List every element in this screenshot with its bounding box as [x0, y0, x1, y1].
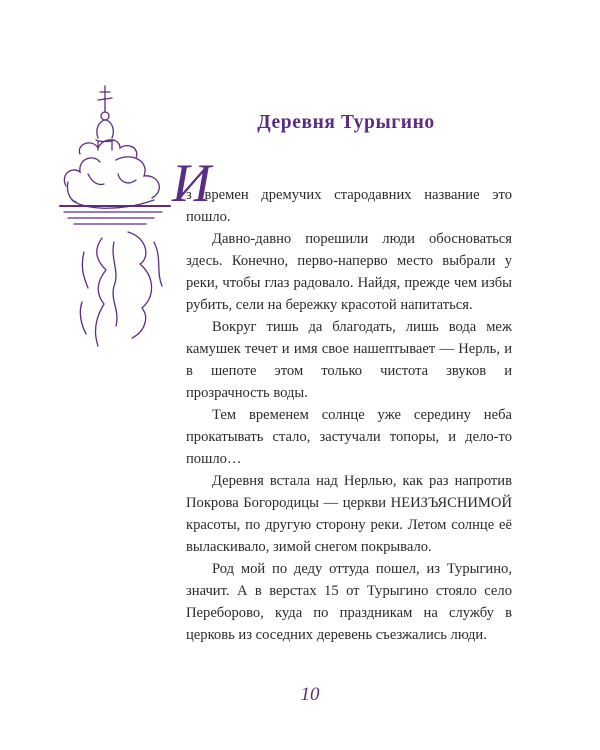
church-on-river-illustration-icon: [58, 82, 188, 352]
paragraph: Тем временем солнце уже середину неба прокатывать стало, застучали топоры, и дело-то пошло…: [186, 407, 512, 467]
page-title: Деревня Турыгино: [257, 112, 435, 133]
page-number: 10: [300, 684, 320, 705]
paragraph: Давно-давно порешили люди обосноваться здесь. Конечно, перво-наперво место выбрали у реки, чтобы глаз радовало. Найдя, прежде чем избы рубить, сели на бережку красотой напитаться.: [186, 231, 512, 313]
paragraph: Деревня встала над Нерлью, как раз напротив Покрова Богородицы — церкви НЕИЗЪЯСНИМОЙ красоты, по другую сторону реки. Летом солнце её выласкивало, зимой снегом покрывало.: [186, 473, 512, 555]
paragraph: Вокруг тишь да благодать, лишь вода меж камушек течет и имя свое нашептывает — Нерль, и в шепоте этом только чистота звуков и прозрачность воды.: [186, 319, 512, 401]
story-text: [186, 184, 512, 646]
paragraph: Род мой по деду оттуда пошел, из Турыгино, значит. А в верстах 15 от Турыгино стояло село Переборово, куда по праздникам на службу в церковь из соседних деревень съезжались люди.: [186, 561, 512, 643]
drop-cap-letter: И: [172, 153, 211, 213]
paragraph: з времен дремучих стародавних название это пошло.: [186, 187, 512, 225]
